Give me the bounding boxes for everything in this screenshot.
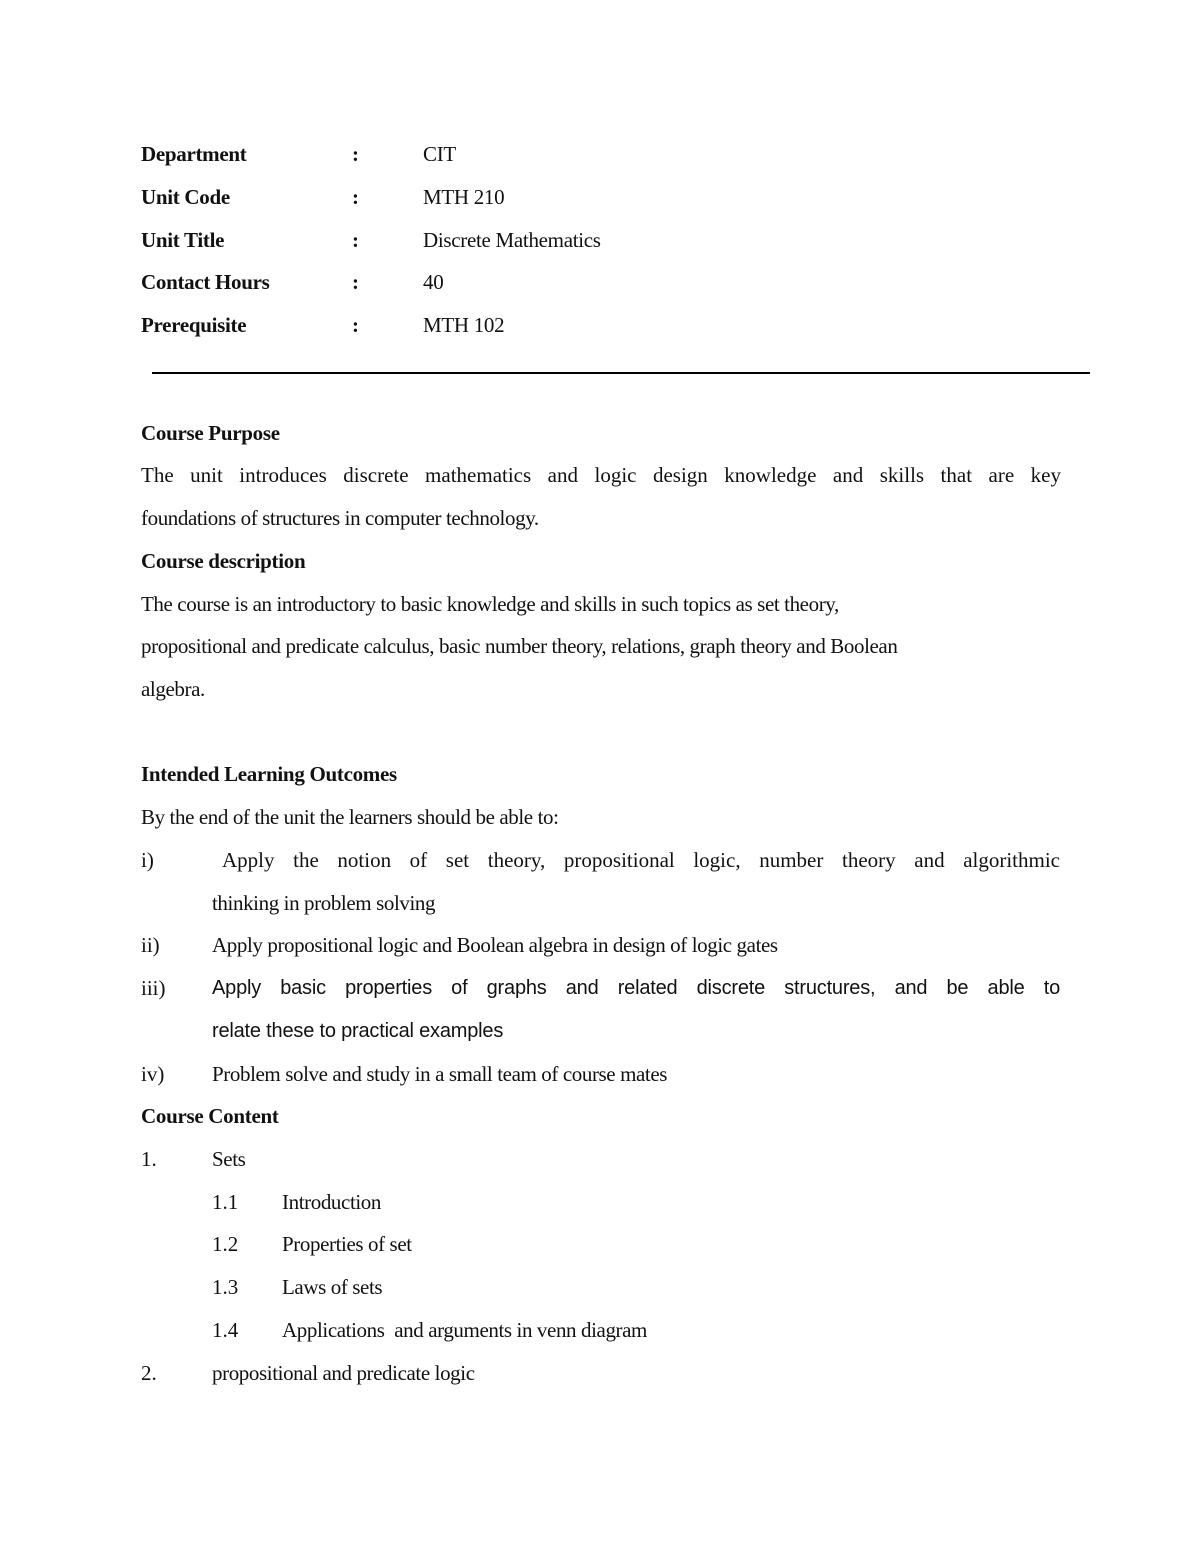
department-value: CIT xyxy=(423,142,456,166)
subtopic-number: 1.3 xyxy=(212,1275,239,1299)
topic-title: propositional and predicate logic xyxy=(212,1361,475,1385)
unit-code-colon: : xyxy=(352,185,359,209)
outcome-text-line: Problem solve and study in a small team of course mates xyxy=(212,1062,668,1086)
course-description-line-3: algebra. xyxy=(141,677,205,701)
course-description-line-1: The course is an introductory to basic knowledge and skills in such topics as set theory, xyxy=(141,592,839,616)
course-content-heading: Course Content xyxy=(141,1104,279,1128)
learning-outcomes-intro: By the end of the unit the learners should be able to: xyxy=(141,805,559,829)
contact-hours-label: Contact Hours xyxy=(141,270,270,294)
header-divider xyxy=(152,372,1090,374)
outcome-text-line: relate these to practical examples xyxy=(212,1020,504,1042)
contact-hours-value: 40 xyxy=(423,270,444,294)
outcome-number: iv) xyxy=(141,1062,165,1086)
department-colon: : xyxy=(352,142,359,166)
course-purpose-line-1: The unit introduces discrete mathematics and logic design knowledge and skills that are key xyxy=(141,463,1061,487)
outcome-text-line: Apply propositional logic and Boolean algebra in design of logic gates xyxy=(212,933,778,957)
subtopic-title: Properties of set xyxy=(282,1232,412,1256)
unit-title-label: Unit Title xyxy=(141,228,225,252)
subtopic-number: 1.2 xyxy=(212,1232,239,1256)
department-label: Department xyxy=(141,142,247,166)
subtopic-number: 1.4 xyxy=(212,1318,239,1342)
prerequisite-colon: : xyxy=(352,313,359,337)
subtopic-number: 1.1 xyxy=(212,1190,239,1214)
prerequisite-value: MTH 102 xyxy=(423,313,505,337)
prerequisite-label: Prerequisite xyxy=(141,313,247,337)
subtopic-title: Introduction xyxy=(282,1190,382,1214)
outcome-text-line: thinking in problem solving xyxy=(212,891,436,915)
outcome-number: i) xyxy=(141,848,154,872)
topic-number: 1. xyxy=(141,1147,157,1171)
outcome-text-line: Apply basic properties of graphs and related discrete structures, and be able to xyxy=(212,977,1060,999)
subtopic-title: Laws of sets xyxy=(282,1275,383,1299)
topic-number: 2. xyxy=(141,1361,157,1385)
subtopic-title: Applications and arguments in venn diagram xyxy=(282,1318,647,1342)
course-description-heading: Course description xyxy=(141,549,306,573)
topic-title: Sets xyxy=(212,1147,246,1171)
outcome-number: ii) xyxy=(141,933,160,957)
unit-title-value: Discrete Mathematics xyxy=(423,228,601,252)
course-purpose-line-2: foundations of structures in computer technology. xyxy=(141,506,539,530)
outcome-text-line: Apply the notion of set theory, propositional logic, number theory and algorithmic xyxy=(222,848,1060,872)
unit-code-label: Unit Code xyxy=(141,185,230,209)
outcome-number: iii) xyxy=(141,976,166,1000)
course-purpose-heading: Course Purpose xyxy=(141,421,280,445)
unit-code-value: MTH 210 xyxy=(423,185,505,209)
learning-outcomes-heading: Intended Learning Outcomes xyxy=(141,762,397,786)
course-description-line-2: propositional and predicate calculus, basic number theory, relations, graph theory and Boolean xyxy=(141,634,898,658)
unit-title-colon: : xyxy=(352,228,359,252)
contact-hours-colon: : xyxy=(352,270,359,294)
